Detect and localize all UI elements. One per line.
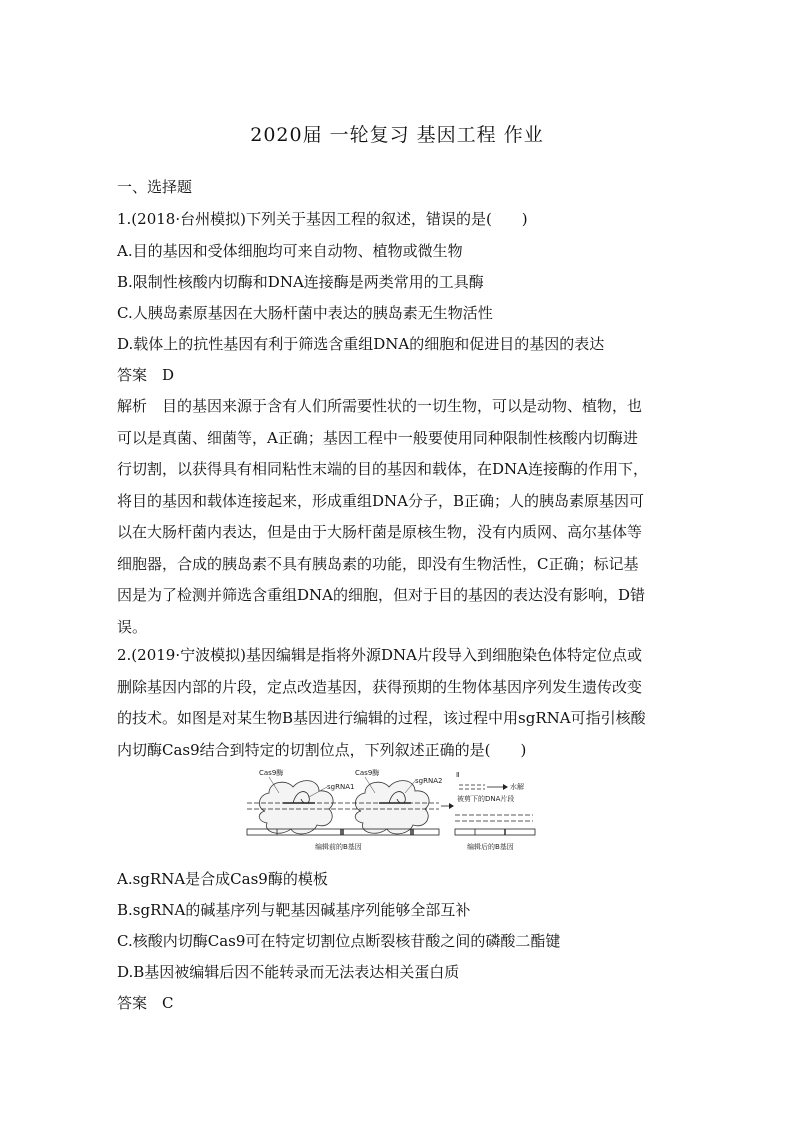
explanation-line: 因是为了检测并筛选含重组DNA的细胞，但对于目的基因的表达没有影响，D错 <box>117 586 646 604</box>
cas9-label-1: Cas9酶 <box>259 769 284 777</box>
q2-option-b: B.sgRNA的碱基序列与靶基因碱基序列能够全部互补 <box>117 901 471 919</box>
q2-answer: 答案 C <box>117 994 174 1012</box>
explanation-line: 误。 <box>117 617 148 636</box>
cas9-label-2: Cas9酶 <box>355 769 380 777</box>
explanation-line: 可以是真菌、细菌等，A正确；基因工程中一般要使用同种限制性核酸内切酶进 <box>117 428 638 447</box>
q1-option-b: B.限制性核酸内切酶和DNA连接酶是两类常用的工具酶 <box>117 273 484 291</box>
explanation-line: 行切割，以获得具有相同粘性末端的目的基因和载体，在DNA连接酶的作用下， <box>117 460 648 478</box>
hydrolysis-label: 水解 <box>510 783 524 791</box>
q1-option-a: A.目的基因和受体细胞均可来自动物、植物或微生物 <box>117 242 463 260</box>
q2-stem <box>117 640 679 766</box>
cas9-enzyme-1 <box>259 781 333 834</box>
q2-option-d: D.B基因被编辑后因不能转录而无法表达相关蛋白质 <box>117 963 460 981</box>
q2-option-a: A.sgRNA是合成Cas9酶的模板 <box>117 870 328 888</box>
explanation-line: 将目的基因和载体连接起来，形成重组DNA分子，B正确；人的胰岛素原基因可 <box>117 491 645 510</box>
cas9-enzyme-2 <box>355 781 429 834</box>
gene-editing-diagram <box>243 765 539 857</box>
stem-line: 内切酶Cas9结合到特定的切割位点，下列叙述正确的是( ) <box>117 740 527 759</box>
before-label: 编辑前的B基因 <box>315 843 362 851</box>
q1-option-c: C.人胰岛素原基因在大肠杆菌中表达的胰岛素无生物活性 <box>117 304 493 322</box>
marker-label: Ⅱ <box>456 771 460 779</box>
explanation-line: 以在大肠杆菌内表达，但是由于大肠杆菌是原核生物，没有内质网、高尔基体等 <box>117 523 643 541</box>
q1-answer: 答案 D <box>117 366 175 384</box>
sgrna1-label: sgRNA1 <box>327 783 355 791</box>
q1-option-d: D.载体上的抗性基因有利于筛选含重组DNA的细胞和促进目的基因的表达 <box>117 335 605 353</box>
q2-option-c: C.核酸内切酶Cas9可在特定切割位点断裂核苷酸之间的磷酸二酯键 <box>117 932 561 950</box>
after-label: 编辑后的B基因 <box>467 843 514 851</box>
stem-line: 2.(2019·宁波模拟)基因编辑是指将外源DNA片段导入到细胞染色体特定位点或 <box>117 646 642 664</box>
cut-fragment-label: 被剪下的DNA片段 <box>457 795 515 803</box>
document-title: 2020届 一轮复习 基因工程 作业 <box>250 124 544 146</box>
explanation-line: 细胞器，合成的胰岛素不具有胰岛素的功能，即没有生物活性，C正确；标记基 <box>117 554 639 573</box>
stem-line: 删除基因内部的片段，定点改造基因，获得预期的生物体基因序列发生遗传改变 <box>117 677 643 696</box>
section-heading: 一、选择题 <box>117 178 193 196</box>
stem-line: 的技术。如图是对某生物B基因进行编辑的过程，该过程中用sgRNA可指引核酸 <box>117 709 646 727</box>
sgrna2-label: sgRNA2 <box>415 777 443 785</box>
q1-stem: 1.(2018·台州模拟)下列关于基因工程的叙述，错误的是( ) <box>117 210 528 228</box>
explanation-line: 解析 目的基因来源于含有人们所需要性状的一切生物，可以是动物、植物，也 <box>117 397 643 415</box>
q1-explanation <box>117 391 679 643</box>
